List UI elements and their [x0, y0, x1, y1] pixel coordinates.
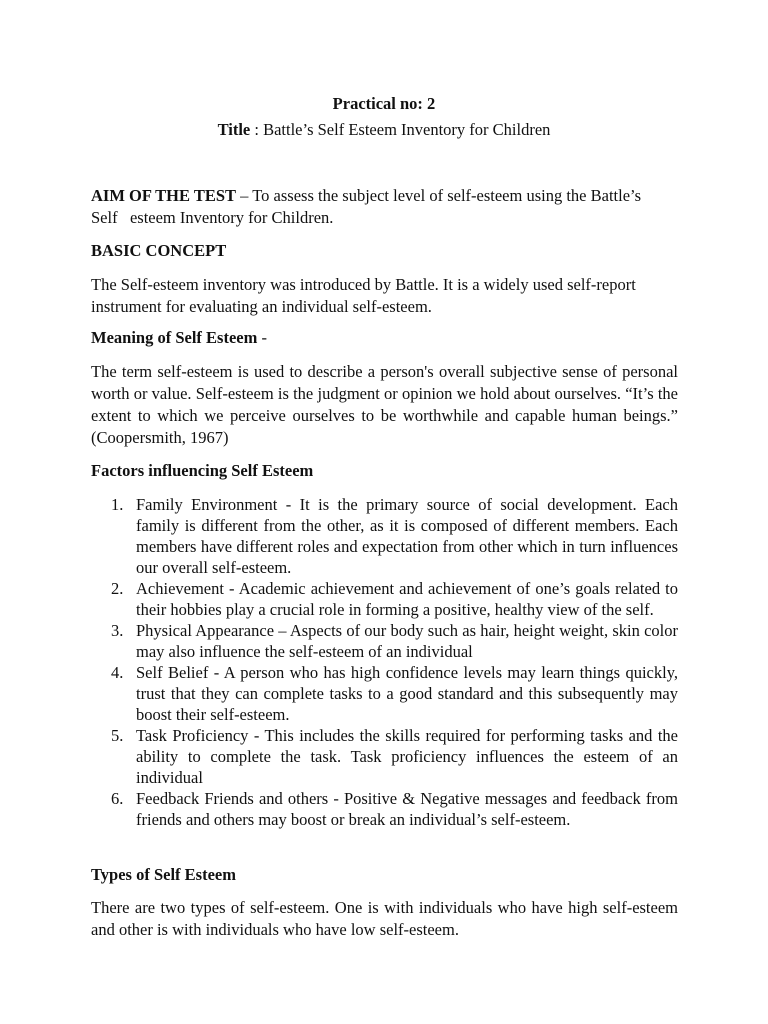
practical-number: Practical no: 2: [332, 94, 436, 113]
list-item-term: Family Environment -: [136, 495, 292, 514]
title-text: : Battle’s Self Esteem Inventory for Children: [250, 120, 551, 139]
list-number: 5.: [111, 726, 124, 745]
list-item-term: Feedback Friends and others -: [136, 789, 339, 808]
list-item: [91, 620, 678, 662]
list-item-text: A person who has high confidence levels may learn things quickly, trust that they can complete tasks to a good standard and this subsequently may boost their self-esteem.: [136, 663, 678, 724]
aim-text: – To assess the subject level of self-esteem using the Battle’s Self esteem Inventory for Children.: [91, 186, 642, 227]
aim-paragraph: [91, 185, 678, 229]
list-item: [91, 578, 678, 620]
list-item-text: Academic achievement and achievement of one’s goals related to their hobbies play a crucial role in forming a positive, healthy view of the self.: [136, 579, 678, 619]
factors-heading: Factors influencing Self Esteem: [91, 461, 314, 480]
types-text: There are two types of self-esteem. One is with individuals who have high self-esteem and other is with individuals who have low self-esteem.: [91, 898, 678, 939]
list-item-text: Aspects of our body such as hair, height weight, skin color may also influence the self-esteem of an individual: [136, 621, 679, 661]
basic-concept-text: The Self-esteem inventory was introduced by Battle. It is a widely used self-report instrument for evaluating an individual self-esteem.: [91, 275, 636, 316]
list-number: 2.: [111, 579, 124, 598]
list-item: [91, 662, 678, 725]
page-title: [0, 120, 768, 140]
types-heading: Types of Self Esteem: [91, 865, 236, 884]
list-item-term: Task Proficiency: [136, 726, 249, 745]
list-item: [91, 494, 678, 578]
list-number: 1.: [111, 495, 124, 514]
meaning-text: The term self-esteem is used to describe a person's overall subjective sense of personal worth or value. Self-esteem is the judgment or opinion we hold about ourselves. “It’s the extent to which we perceive ourselves to be worthwhile and capable human beings.” (Coopersmith, 1967): [91, 362, 678, 447]
aim-label: AIM OF THE TEST: [91, 186, 237, 205]
list-number: 6.: [111, 789, 124, 808]
meaning-heading-label: Meaning of Self Esteem: [91, 328, 258, 347]
meaning-heading-suffix: -: [257, 328, 267, 347]
list-item: [91, 788, 678, 830]
list-item-text: It is the primary source of social development. Each family is different from the other, as it is composed of different members. Each members have different roles and expectation from other which in turn influences our overall self-esteem.: [136, 495, 678, 577]
meaning-heading: [91, 328, 267, 348]
factors-list: [91, 494, 678, 830]
list-item-text: - This includes the skills required for performing tasks and the ability to complete the task. Task proficiency influences the esteem of an individual: [136, 726, 678, 787]
list-item-text: Positive & Negative messages and feedback from friends and others may boost or break an individual’s self-esteem.: [136, 789, 678, 829]
list-item-term: Self Belief -: [136, 663, 220, 682]
list-item-term: Physical Appearance –: [136, 621, 287, 640]
list-item: [91, 725, 678, 788]
list-number: 3.: [111, 621, 124, 640]
basic-concept-heading: BASIC CONCEPT: [91, 241, 227, 260]
title-label: Title: [217, 120, 251, 139]
list-item-term: Achievement -: [136, 579, 235, 598]
list-number: 4.: [111, 663, 124, 682]
